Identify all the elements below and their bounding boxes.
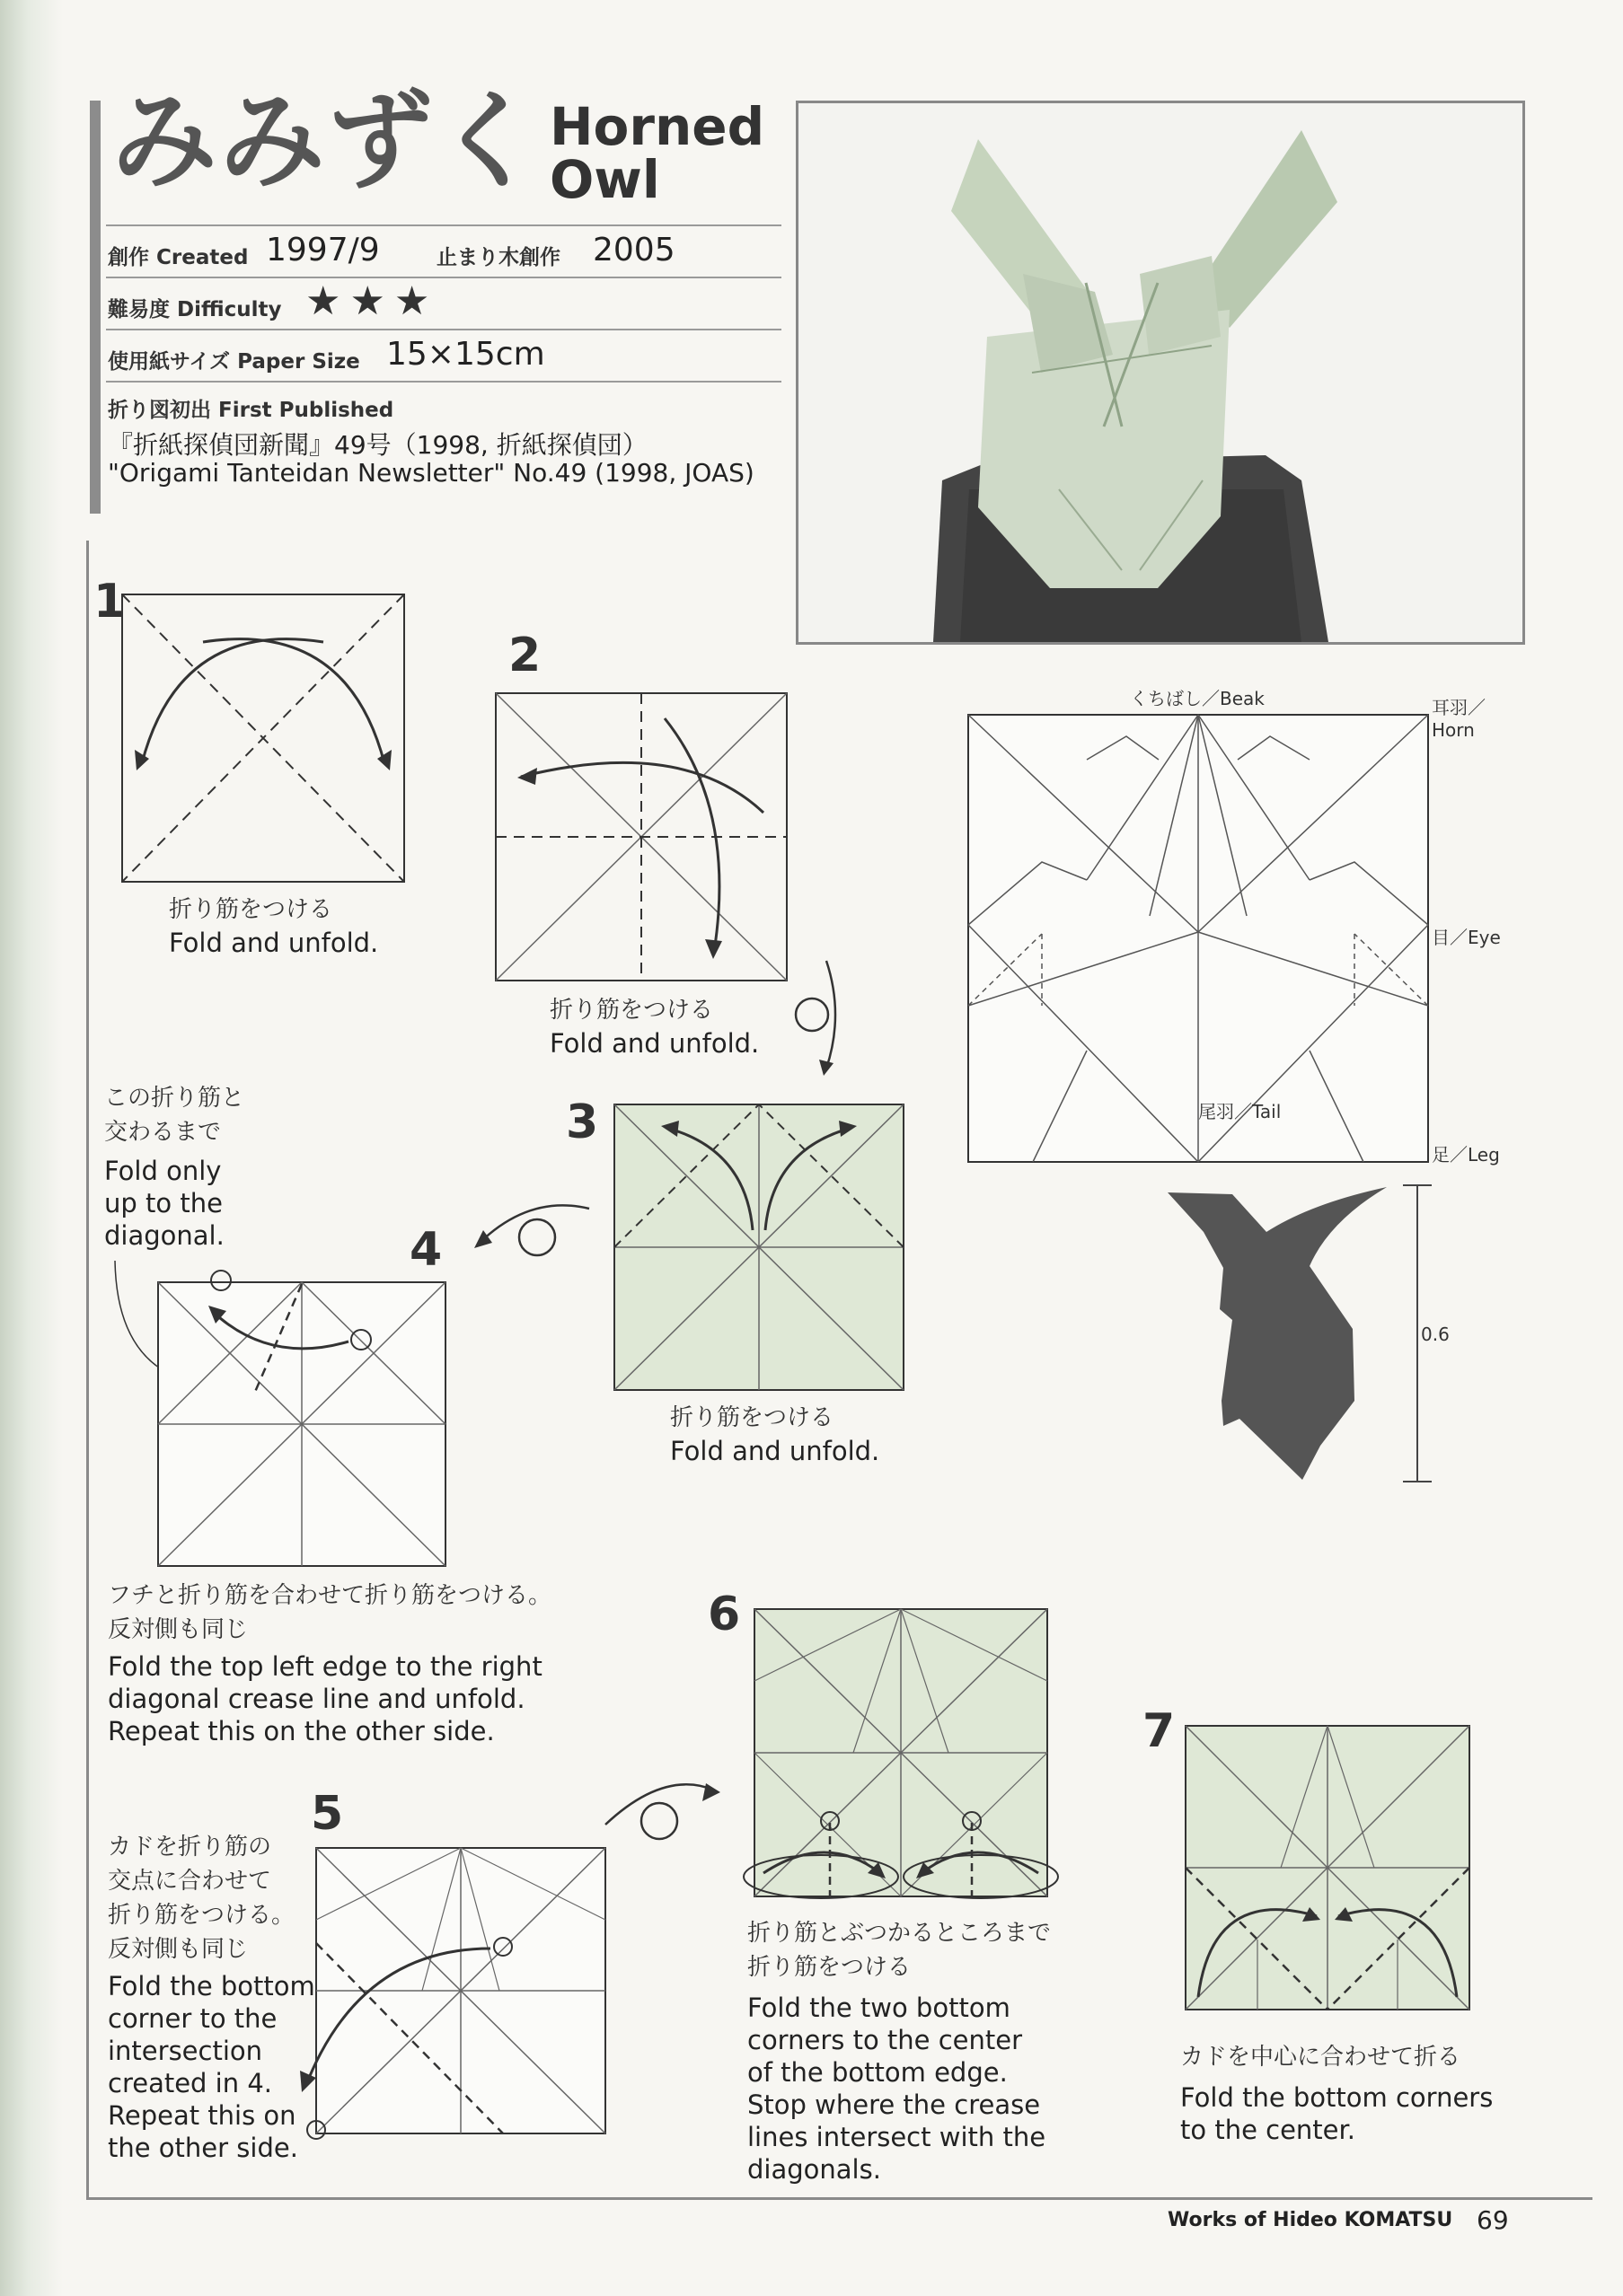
step-1-number: 1 — [93, 575, 127, 629]
step-4-note-ja-2: 交わるまで — [104, 1119, 222, 1146]
footer-credit: Works of Hideo KOMATSU — [1168, 2209, 1453, 2231]
page-number: 69 — [1477, 2205, 1509, 2235]
crease-label-horn-en: Horn — [1432, 719, 1475, 741]
divider — [106, 224, 781, 226]
title-accent-bar — [90, 101, 101, 514]
step-5-caption-ja-2: 交点に合わせて — [108, 1868, 272, 1895]
step-2-caption-ja: 折り筋をつける — [550, 997, 714, 1024]
title-english — [550, 96, 765, 211]
crease-label-horn — [1432, 693, 1486, 741]
step-6-caption-en-1: Fold the two bottom — [747, 1993, 1010, 2023]
step-1-caption-ja: 折り筋をつける — [169, 896, 333, 923]
step-7-caption-en-2: to the center. — [1180, 2115, 1355, 2145]
created-label: 創作 Created — [108, 246, 249, 269]
step-4-note-en-2: up to the — [104, 1188, 223, 1218]
step-5-caption-ja-4: 反対側も同じ — [108, 1936, 249, 1963]
title-japanese: みみずく — [111, 79, 543, 203]
step-3-caption-en: Fold and unfold. — [670, 1436, 880, 1466]
crease-label-leg: 足／Leg — [1432, 1144, 1500, 1166]
step-4-note-en-3: diagonal. — [104, 1220, 225, 1251]
crease-label-beak: くちばし／Beak — [1130, 688, 1265, 709]
crease-label-tail: 尾羽／Tail — [1198, 1101, 1282, 1122]
step-2-caption-en: Fold and unfold. — [550, 1028, 760, 1059]
step-5-caption-en-3: intersection — [108, 2036, 263, 2066]
step-4-caption-en-1: Fold the top left edge to the right — [108, 1651, 542, 1682]
step-5-caption-en-6: the other side. — [108, 2133, 298, 2163]
page-spine-shading — [0, 0, 63, 2296]
step-6-caption-en-4: Stop where the crease — [747, 2089, 1041, 2120]
step-4-caption-en-2: diagonal crease line and unfold. — [108, 1684, 525, 1714]
step-6-caption-en-6: diagonals. — [747, 2154, 881, 2185]
difficulty-label: 難易度 Difficulty — [108, 298, 282, 321]
step-1-caption-en: Fold and unfold. — [169, 928, 379, 958]
step-6-caption-ja-2: 折り筋をつける — [747, 1954, 912, 1981]
divider — [106, 277, 781, 278]
step-4-note-ja-1: この折り筋と — [104, 1085, 245, 1112]
step-4-note-en-1: Fold only — [104, 1156, 222, 1186]
step-4-caption-ja-2: 反対側も同じ — [108, 1616, 249, 1643]
step-2-number: 2 — [508, 629, 542, 682]
step-7-caption-en-1: Fold the bottom corners — [1180, 2082, 1494, 2113]
step-4-number: 4 — [410, 1223, 443, 1277]
step-5-caption-en-5: Repeat this on — [108, 2100, 296, 2131]
title-english-line1: Horned — [550, 96, 765, 157]
step-6-caption-en-5: lines intersect with the — [747, 2122, 1046, 2152]
step-4-caption-ja-1: フチと折り筋を合わせて折り筋をつける。 — [108, 1582, 552, 1609]
created-value: 1997/9 — [266, 232, 380, 268]
divider — [106, 381, 781, 383]
step-6-caption-en-2: corners to the center — [747, 2025, 1023, 2055]
perch-value: 2005 — [593, 232, 675, 268]
title-english-line2: Owl — [550, 149, 660, 211]
perch-label: 止まり木創作 — [437, 246, 560, 269]
step-5-caption-en-1: Fold the bottom — [108, 1971, 315, 2001]
crease-label-horn-ja: 耳羽／ — [1432, 697, 1486, 718]
paper-size-value: 15×15cm — [386, 336, 545, 373]
step-5-caption-ja-3: 折り筋をつける。 — [108, 1902, 295, 1929]
step-5-caption-ja-1: カドを折り筋の — [108, 1834, 272, 1861]
step-5-number: 5 — [311, 1787, 344, 1841]
published-japanese: 『折紙探偵団新聞』49号（1998, 折紙探偵団） — [108, 430, 648, 460]
step-6-number: 6 — [708, 1588, 741, 1641]
silhouette-height-label: 0.6 — [1421, 1324, 1450, 1345]
step-7-caption-ja: カドを中心に合わせて折る — [1180, 2044, 1461, 2071]
step-3-caption-ja: 折り筋をつける — [670, 1404, 834, 1431]
step-5-caption-en-2: corner to the — [108, 2003, 278, 2034]
step-5-caption-en-4: created in 4. — [108, 2068, 273, 2098]
step-6-caption-ja-1: 折り筋とぶつかるところまで — [747, 1920, 1052, 1947]
step-4-caption-en-3: Repeat this on the other side. — [108, 1716, 495, 1746]
paper-size-label: 使用紙サイズ Paper Size — [108, 350, 360, 374]
step-7-number: 7 — [1142, 1704, 1176, 1758]
step-3-number: 3 — [566, 1095, 599, 1149]
crease-label-eye: 目／Eye — [1432, 927, 1501, 948]
step-7-diagram — [0, 0, 9, 9]
published-label: 折り図初出 First Published — [108, 399, 394, 422]
step-6-caption-en-3: of the bottom edge. — [747, 2057, 1008, 2088]
divider — [106, 329, 781, 330]
published-english: "Origami Tanteidan Newsletter" No.49 (1998, JOAS) — [108, 458, 754, 488]
difficulty-stars: ★★★ — [305, 278, 439, 324]
